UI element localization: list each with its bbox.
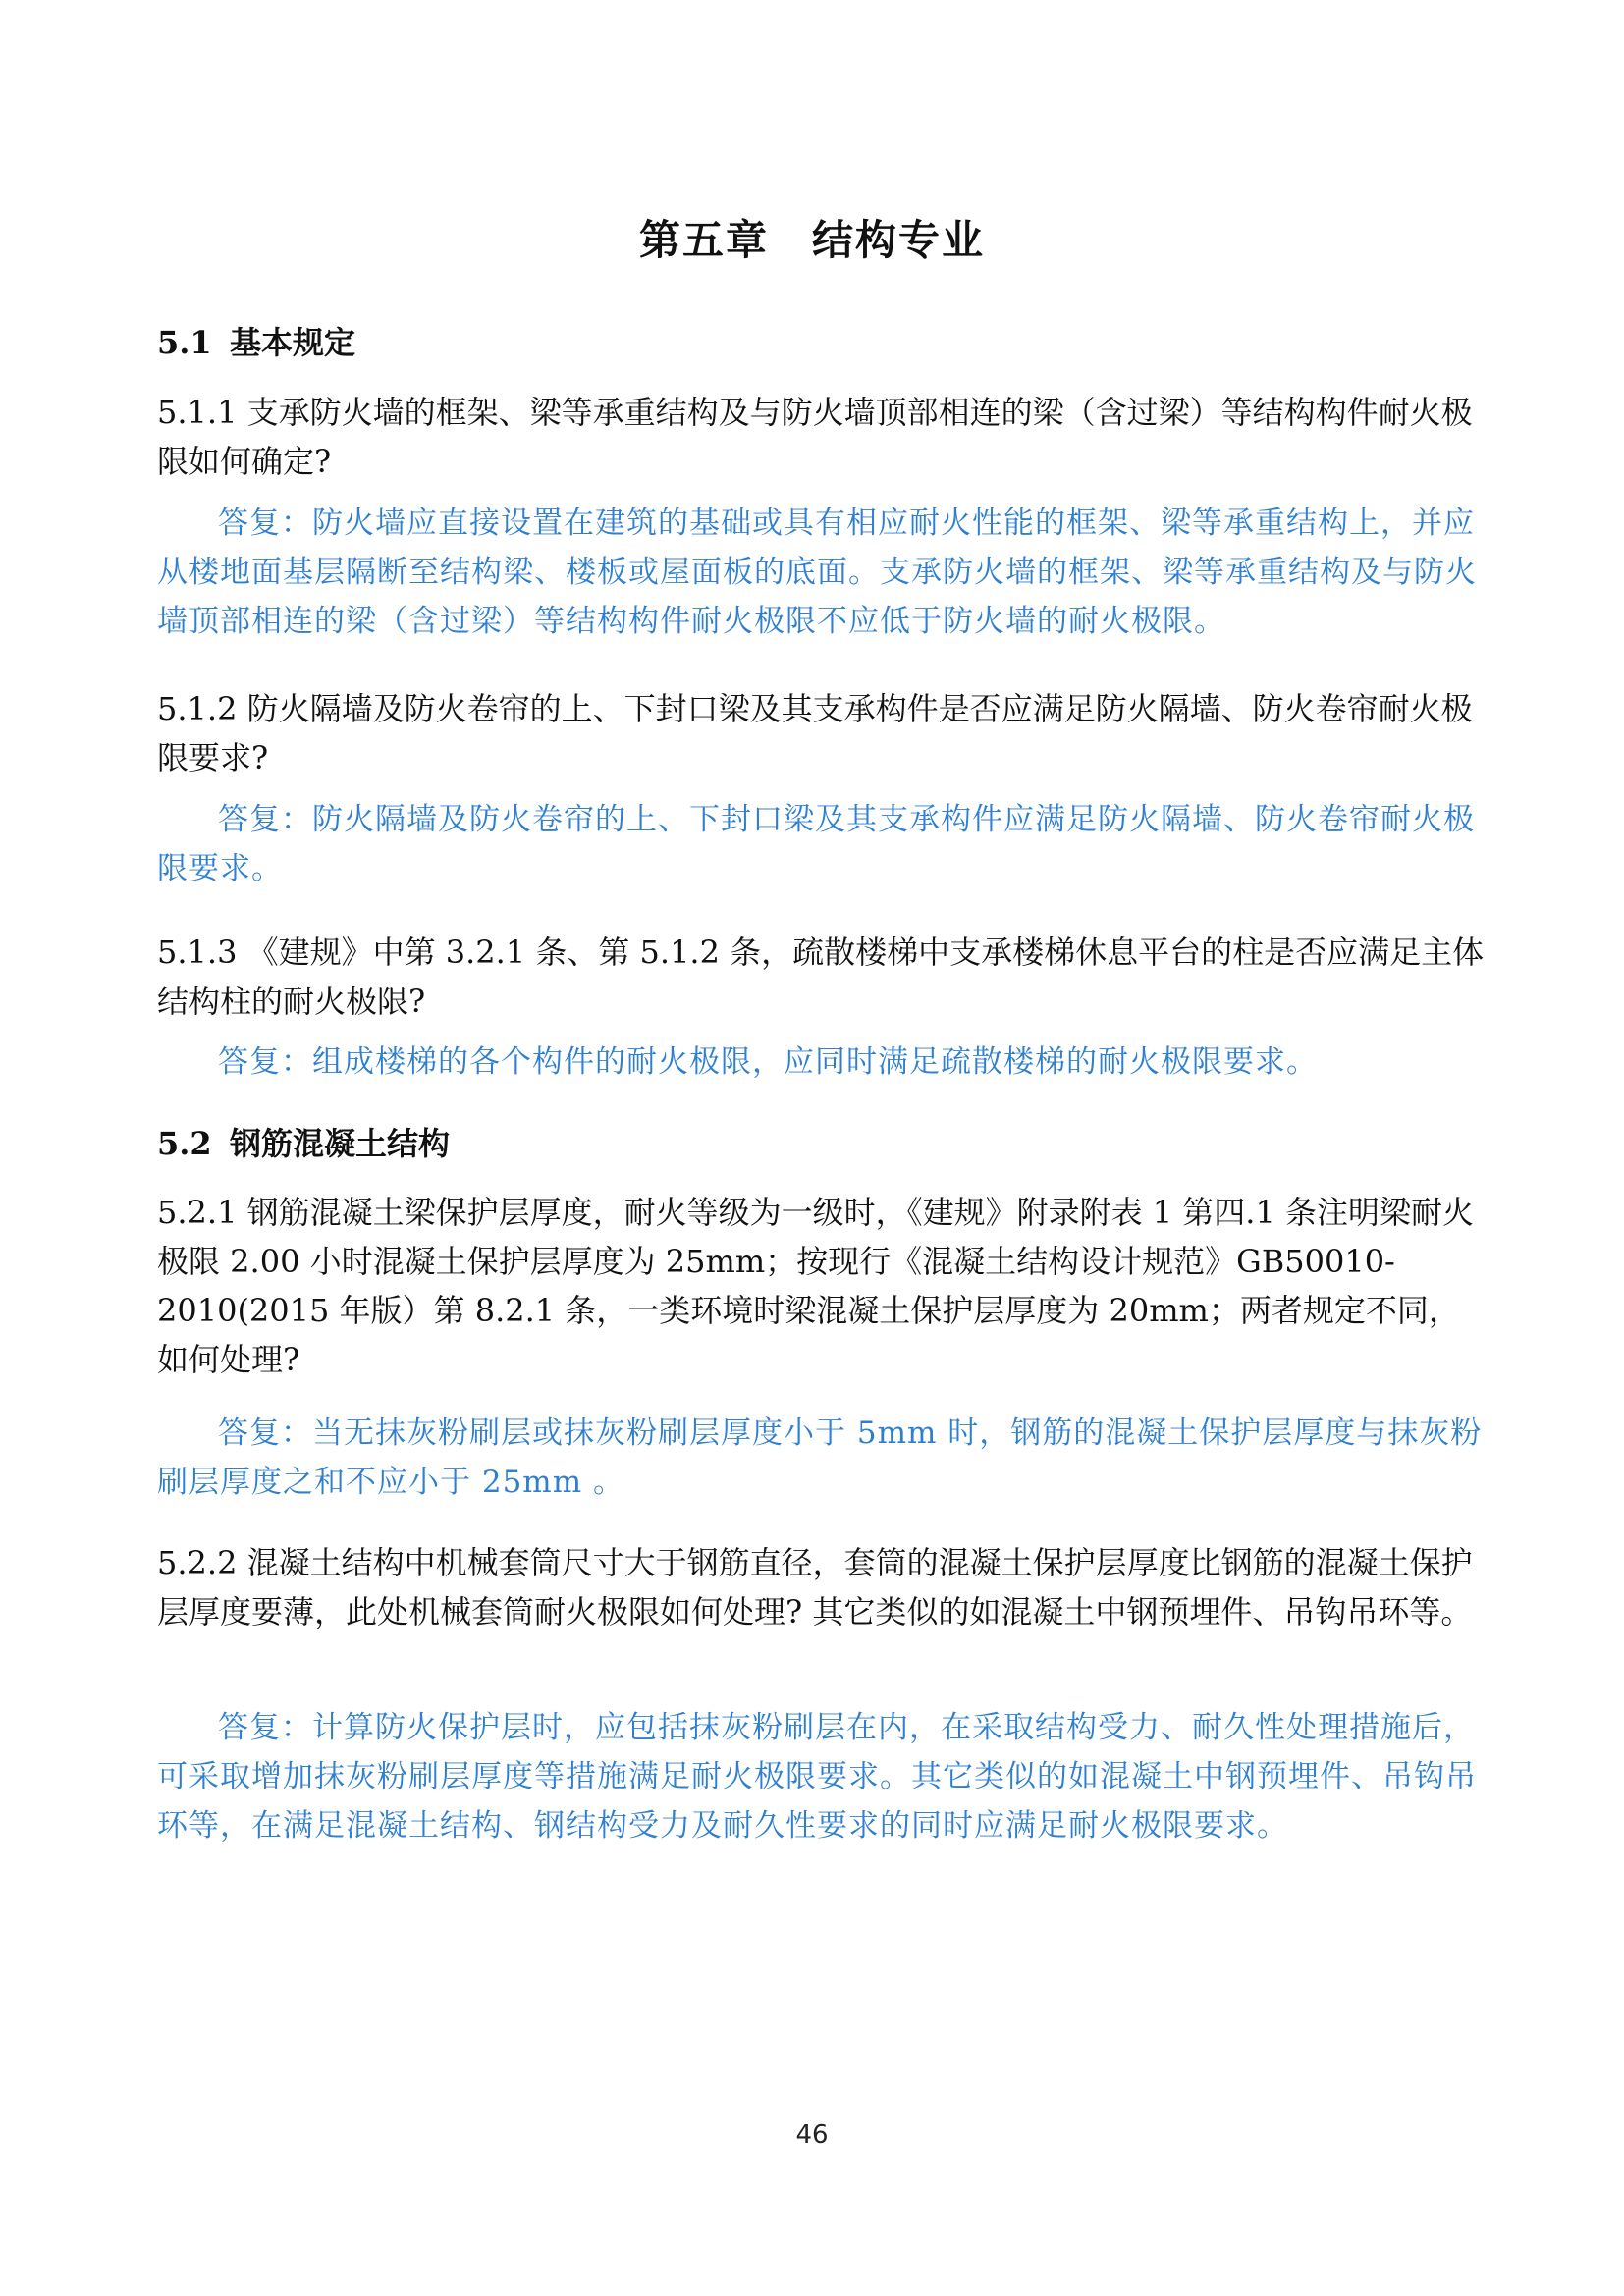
answer-5-1-3: 答复：组成楼梯的各个构件的耐火极限，应同时满足疏散楼梯的耐火极限要求。 <box>218 1044 1318 1080</box>
section-number: 5.1 <box>157 324 212 361</box>
section-heading-5-2 <box>157 1119 450 1164</box>
page-number: 46 <box>795 2120 829 2150</box>
question-5-1-2: 5.1.2 防火隔墙及防火卷帘的上、下封口梁及其支承构件是否应满足防火隔墙、防火卷帘耐火极限要求? <box>157 690 1473 776</box>
question-5-2-2: 5.2.2 混凝土结构中机械套筒尺寸大于钢筋直径，套筒的混凝土保护层厚度比钢筋的混凝土保护层厚度要薄，此处机械套筒耐火极限如何处理? 其它类似的如混凝土中钢预埋件、吊钩吊环等。 <box>157 1544 1473 1630</box>
question-5-2-1: 5.2.1 钢筋混凝土梁保护层厚度，耐火等级为一级时，《建规》附录附表 1 第四.1 条注明梁耐火极限 2.00 小时混凝土保护层厚度为 25mm；按现行《混凝土结构设计规范》GB50010-2010(2015 年版）第 8.2.1 条，一类环境时梁混凝土保护层厚度为 20mm；两者规定不同，如何处理? <box>157 1194 1475 1378</box>
section-title: 基本规定 <box>230 324 356 361</box>
section-number: 5.2 <box>157 1125 212 1162</box>
section-heading-5-1 <box>157 318 355 363</box>
section-title: 钢筋混凝土结构 <box>230 1125 451 1162</box>
question-5-1-3: 5.1.3 《建规》中第 3.2.1 条、第 5.1.2 条，疏散楼梯中支承楼梯休息平台的柱是否应满足主体结构柱的耐火极限? <box>157 934 1485 1020</box>
answer-5-1-2: 答复：防火隔墙及防火卷帘的上、下封口梁及其支承构件应满足防火隔墙、防火卷帘耐火极限要求。 <box>157 802 1475 886</box>
answer-5-1-1: 答复：防火墙应直接设置在建筑的基础或具有相应耐火性能的框架、梁等承重结构上，并应从楼地面基层隔断至结构梁、楼板或屋面板的底面。支承防火墙的框架、梁等承重结构及与防火墙顶部相连的梁（含过梁）等结构构件耐火极限不应低于防火墙的耐火极限。 <box>157 506 1477 639</box>
answer-5-2-2: 答复：计算防火保护层时，应包括抹灰粉刷层在内，在采取结构受力、耐久性处理措施后，可采取增加抹灰粉刷层厚度等措施满足耐火极限要求。其它类似的如混凝土中钢预埋件、吊钩吊环等，在满足混凝土结构、钢结构受力及耐久性要求的同时应满足耐火极限要求。 <box>157 1710 1477 1843</box>
chapter-title: 第五章 结构专业 <box>638 216 985 264</box>
answer-5-2-1: 答复：当无抹灰粉刷层或抹灰粉刷层厚度小于 5mm 时，钢筋的混凝土保护层厚度与抹灰粉刷层厚度之和不应小于 25mm 。 <box>157 1415 1483 1500</box>
question-5-1-1: 5.1.1 支承防火墙的框架、梁等承重结构及与防火墙顶部相连的梁（含过梁）等结构构件耐火极限如何确定? <box>157 394 1473 480</box>
